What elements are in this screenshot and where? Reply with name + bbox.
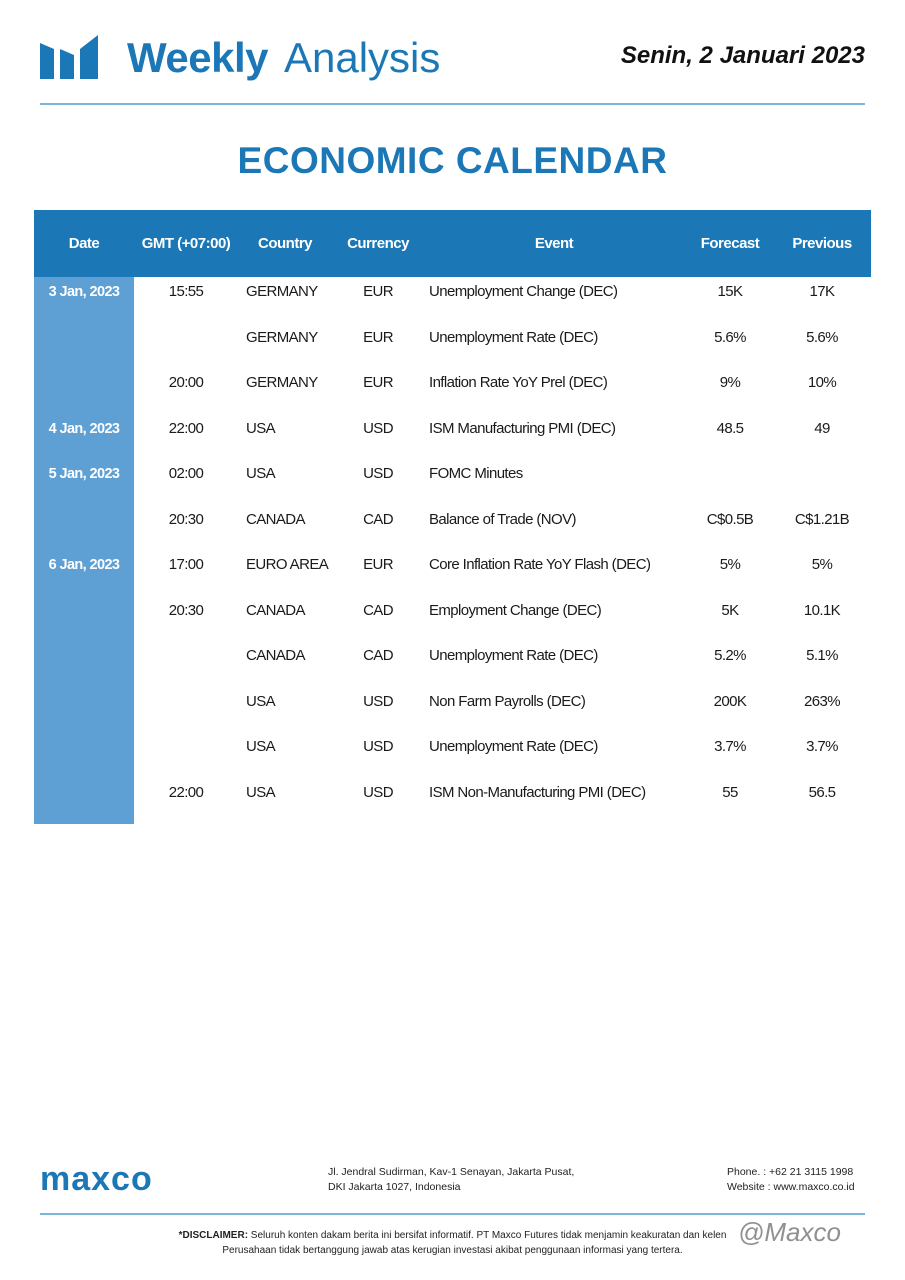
disclaimer-line-2: Perusahaan tidak bertanggung jawab atas kerugian investasi akibat penggunaan informasi yang tertera. — [222, 1245, 683, 1256]
cell-date — [34, 778, 134, 808]
disclaimer-line-1: Seluruh konten dakam berita ini bersifat informatif. PT Maxco Futures tidak menjamin keakuratan dan kelen — [248, 1230, 727, 1241]
header-country-col: Country — [258, 235, 312, 252]
cell-event: Unemployment Rate (DEC) — [429, 738, 598, 755]
cell-previous — [776, 459, 868, 489]
footer-contact — [727, 1165, 855, 1195]
cell-currency: CAD — [363, 647, 393, 664]
title-analysis: Analysis — [284, 34, 441, 81]
cell-currency: EUR — [363, 556, 393, 573]
cell-date — [34, 687, 134, 717]
address-line-1: Jl. Jendral Sudirman, Kav-1 Senayan, Jakarta Pusat, — [328, 1166, 575, 1178]
cell-forecast: 5K — [721, 601, 739, 619]
cell-currency: EUR — [363, 328, 393, 346]
cell-date — [34, 641, 134, 671]
table-row — [34, 641, 871, 687]
cell-country: USA — [246, 465, 276, 482]
watermark: @Maxco — [738, 1217, 841, 1247]
cell-country: CANADA — [246, 647, 305, 664]
cell-date — [34, 368, 134, 398]
cell-forecast: 48.5 — [716, 419, 744, 437]
cell-country: USA — [246, 738, 276, 755]
header-time-col: GMT (+07:00) — [141, 235, 231, 252]
cell-currency: USD — [363, 419, 393, 437]
cell-date — [34, 323, 134, 353]
cell-time: 22:00 — [168, 419, 204, 437]
cell-event: Employment Change (DEC) — [429, 601, 602, 619]
table-row — [34, 732, 871, 778]
cell-previous: 5.1% — [806, 647, 838, 664]
cell-date — [34, 596, 134, 626]
cell-date — [34, 505, 134, 535]
cell-forecast: 200K — [713, 692, 747, 710]
header-date-col: Date — [68, 235, 100, 252]
table-row — [34, 505, 871, 551]
cell-currency: CAD — [363, 510, 393, 528]
cell-currency: USD — [363, 692, 393, 710]
cell-country: EURO AREA — [246, 556, 329, 573]
website: Website : www.maxco.co.id — [727, 1181, 855, 1193]
cell-event: Unemployment Rate (DEC) — [429, 647, 598, 664]
cell-time: 20:30 — [168, 601, 204, 619]
disclaimer — [60, 1228, 845, 1258]
footer-logo: maxco — [40, 1160, 153, 1198]
cell-date — [34, 732, 134, 762]
cell-time: 17:00 — [168, 556, 204, 573]
cell-currency: USD — [363, 465, 393, 482]
cell-previous: 49 — [814, 419, 830, 437]
header-previous-col: Previous — [792, 235, 852, 252]
cell-currency: USD — [363, 738, 393, 755]
table-row — [34, 323, 871, 369]
footer-address — [328, 1165, 574, 1195]
cell-event: Inflation Rate YoY Prel (DEC) — [429, 374, 608, 391]
cell-currency: CAD — [363, 601, 393, 619]
cell-date: 3 Jan, 2023 — [48, 284, 120, 300]
cell-country: GERMANY — [246, 283, 318, 300]
header-event-col: Event — [534, 235, 574, 252]
cell-time — [138, 641, 234, 671]
cell-country: USA — [246, 419, 276, 437]
cell-country: USA — [246, 692, 276, 710]
cell-time — [138, 323, 234, 353]
phone: Phone. : +62 21 3115 1998 — [727, 1166, 854, 1178]
cell-forecast: 15K — [717, 283, 743, 300]
table-row — [34, 368, 871, 414]
cell-event: Core Inflation Rate YoY Flash (DEC) — [429, 556, 651, 573]
cell-event: Unemployment Change (DEC) — [429, 283, 618, 300]
cell-country: CANADA — [246, 510, 305, 528]
cell-event: FOMC Minutes — [429, 465, 523, 482]
cell-previous: 56.5 — [808, 783, 836, 801]
cell-event: Balance of Trade (NOV) — [429, 510, 576, 528]
bar-logo-icon — [40, 35, 98, 79]
cell-event: Unemployment Rate (DEC) — [429, 328, 598, 346]
cell-time — [138, 687, 234, 717]
cell-previous: 17K — [809, 283, 835, 300]
cell-previous: 5% — [811, 556, 833, 573]
cell-previous: 3.7% — [806, 738, 838, 755]
table-row — [34, 687, 871, 733]
cell-forecast: 5.2% — [714, 647, 746, 664]
cell-forecast: 55 — [722, 783, 738, 801]
cell-time — [138, 732, 234, 762]
cell-time: 22:00 — [168, 783, 204, 801]
cell-date: 5 Jan, 2023 — [48, 466, 120, 482]
cell-forecast: 3.7% — [714, 738, 746, 755]
cell-date: 4 Jan, 2023 — [48, 420, 120, 437]
cell-currency: EUR — [363, 283, 393, 300]
disclaimer-label: *DISCLAIMER: — [178, 1230, 249, 1241]
address-line-2: DKI Jakarta 1027, Indonesia — [328, 1181, 461, 1193]
cell-time: 20:30 — [168, 510, 204, 528]
bottom-divider — [40, 1213, 865, 1215]
cell-country: GERMANY — [246, 374, 318, 391]
cell-time: 20:00 — [168, 374, 204, 391]
cell-previous: 10.1K — [803, 601, 841, 619]
table-row — [34, 596, 871, 642]
page-title: ECONOMIC CALENDAR — [237, 140, 668, 181]
cell-previous: C$1.21B — [794, 510, 850, 528]
cell-currency: EUR — [363, 374, 393, 391]
title-weekly: Weekly — [127, 34, 268, 81]
cell-forecast: 5% — [719, 556, 741, 573]
cell-date: 6 Jan, 2023 — [48, 557, 120, 573]
table-row — [34, 414, 871, 460]
cell-previous: 263% — [804, 692, 840, 710]
header-currency-col: Currency — [347, 235, 409, 252]
cell-forecast: 9% — [719, 374, 741, 391]
cell-event: ISM Non-Manufacturing PMI (DEC) — [429, 783, 646, 801]
table-row — [34, 778, 871, 824]
header-date: Senin, 2 Januari 2023 — [620, 42, 865, 69]
cell-country: USA — [246, 783, 276, 801]
cell-time: 15:55 — [168, 283, 204, 300]
header — [40, 30, 865, 90]
cell-forecast — [684, 459, 776, 489]
cell-event: Non Farm Payrolls (DEC) — [429, 692, 586, 710]
cell-forecast: 5.6% — [714, 328, 746, 346]
cell-country: GERMANY — [246, 328, 318, 346]
cell-previous: 5.6% — [806, 328, 838, 346]
cell-currency: USD — [363, 783, 393, 801]
table-row — [34, 277, 871, 323]
header-forecast-col: Forecast — [700, 235, 760, 252]
cell-country: CANADA — [246, 601, 305, 619]
cell-previous: 10% — [807, 374, 837, 391]
cell-time: 02:00 — [168, 465, 204, 482]
top-divider — [40, 103, 865, 105]
table-row — [34, 459, 871, 505]
cell-forecast: C$0.5B — [706, 510, 754, 528]
table-row — [34, 550, 871, 596]
table-header — [34, 210, 871, 277]
cell-event: ISM Manufacturing PMI (DEC) — [429, 419, 616, 437]
